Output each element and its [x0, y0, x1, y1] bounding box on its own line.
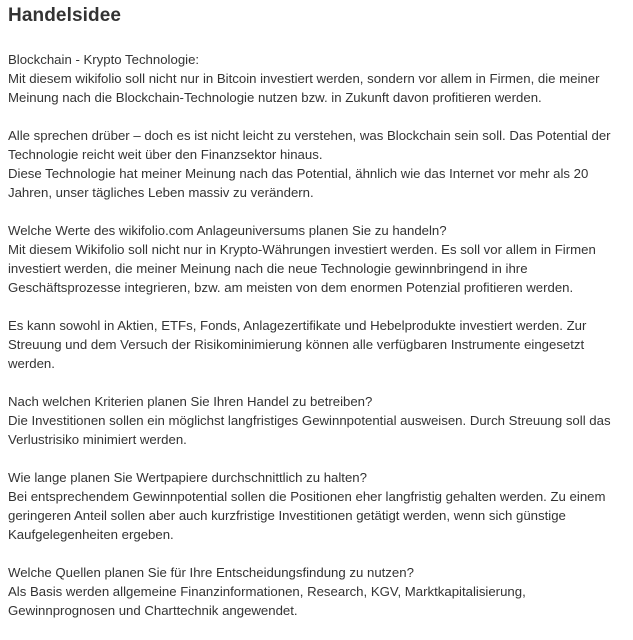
paragraph-holding-period: Wie lange planen Sie Wertpapiere durchschnittlich zu halten? Bei entsprechendem Gewinnpotential sollen die Positionen eher langfristig gehalten werden. Zu einem geringeren Anteil sollen aber auch kurzfristige Investitionen getätigt werden, wenn sich günstige Kaufgelegenheiten ergeben. — [8, 470, 606, 542]
section-title: Handelsidee — [8, 5, 122, 26]
paragraph-criteria: Nach welchen Kriterien planen Sie Ihren Handel zu betreiben? Die Investitionen sollen ein möglichst langfristiges Gewinnpotential ausweisen. Durch Streuung soll das Verlustrisiko minimiert werden. — [8, 394, 611, 447]
paragraph-sources: Welche Quellen planen Sie für Ihre Entscheidungsfindung zu nutzen? Als Basis werden allgemeine Finanzinformationen, Research, KGV, Marktkapitalisierung, Gewinnprognosen und Charttechnik angewendet. — [8, 565, 526, 618]
paragraph-technology-potential: Alle sprechen drüber – doch es ist nicht leicht zu verstehen, was Blockchain sein soll. Das Potential der Technologie reicht weit über den Finanzsektor hinaus. Diese Technologie hat meiner Meinung nach das Potential, ähnlich wie das Internet vor mehr als 20 Jahren, unser tägliches Leben massiv zu verändern. — [8, 128, 611, 200]
trading-idea-text — [8, 50, 625, 620]
paragraph-blockchain-intro: Blockchain - Krypto Technologie: Mit diesem wikifolio soll nicht nur in Bitcoin investiert werden, sondern vor allem in Firmen, die meiner Meinung nach die Blockchain-Technologie nutzen bzw. in Zukunft davon profitieren werden. — [8, 52, 600, 105]
paragraph-instruments: Es kann sowohl in Aktien, ETFs, Fonds, Anlagezertifikate und Hebelprodukte investiert werden. Zur Streuung und dem Versuch der Risikominimierung können alle verfügbaren Instrumente eingesetzt werden. — [8, 318, 587, 371]
paragraph-investment-universe: Welche Werte des wikifolio.com Anlageuniversums planen Sie zu handeln? Mit diesem Wikifolio soll nicht nur in Krypto-Währungen investiert werden. Es soll vor allem in Firmen investiert werden, die meiner Meinung nach die neue Technologie gewinnbringend in ihre Geschäftsprozesse integrieren, bzw. am meisten von dem enormen Potenzial profitieren werden. — [8, 223, 596, 295]
